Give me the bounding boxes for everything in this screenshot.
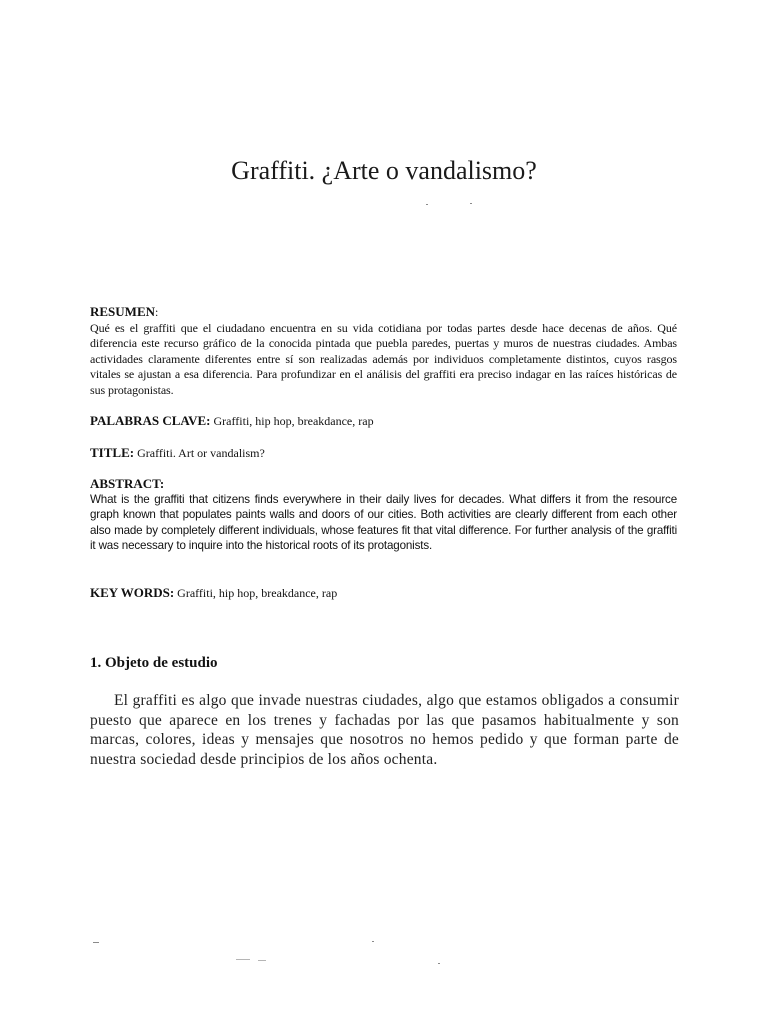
key-words-label: KEY WORDS:	[90, 585, 175, 600]
resumen-section	[90, 304, 677, 398]
scan-speck	[438, 963, 440, 964]
scan-speck	[258, 960, 266, 961]
section-paragraph: El graffiti es algo que invade nuestras ciudades, algo que estamos obligados a consumir puesto que aparece en los trenes y fachadas por las que pasamos habitualmente y son marcas, colores, ideas y mensajes que nosotros no hemos pedido y que forman parte de nuestra sociedad desde principios de los años ochenta.	[90, 692, 679, 768]
key-words-line	[90, 585, 677, 602]
paper-title: Graffiti. ¿Arte o vandalismo?	[231, 156, 537, 185]
resumen-colon: :	[155, 305, 159, 319]
scan-speck	[93, 942, 99, 943]
key-words-text: Graffiti, hip hop, breakdance, rap	[177, 586, 338, 600]
english-title-label: TITLE:	[90, 445, 135, 460]
resumen-text: Qué es el graffiti que el ciudadano encuentra en su vida cotidiana por todas partes desde hace decenas de años. Qué diferencia este recurso gráfico de la conocida pintada que puebla paredes, puertas y muros de nuestras ciudades. Ambas actividades claramente diferentes entre sí son realizadas además por individuos completamente distintos, cuyos rasgos vitales se ajustan a esa diferencia. Para profundizar en el análisis del graffiti era preciso indagar en las raíces históricas de sus protagonistas.	[90, 320, 677, 397]
palabras-clave-line	[90, 413, 677, 430]
abstract-section	[90, 476, 677, 554]
english-title-line	[90, 445, 677, 462]
scan-speck	[236, 959, 250, 960]
palabras-clave-label: PALABRAS CLAVE:	[90, 413, 211, 428]
abstract-text: What is the graffiti that citizens finds everywhere in their daily lives for decades. What differs it from the resource graph known that populates paints walls and doors of our cities. Both activities are clearly different from each other also made by completely different individuals, whose features fit that vital difference. For further analysis of the graffiti it was necessary to inquire into the historical roots of its protagonists.	[90, 492, 677, 552]
palabras-clave-text: Graffiti, hip hop, breakdance, rap	[213, 414, 374, 428]
resumen-heading	[90, 304, 677, 321]
scan-speck	[426, 204, 428, 205]
abstract-label: ABSTRACT:	[90, 476, 165, 491]
english-title-text: Graffiti. Art or vandalism?	[137, 446, 265, 460]
resumen-label: RESUMEN	[90, 304, 156, 319]
scan-speck	[470, 203, 472, 204]
scan-speck	[372, 941, 374, 942]
section-heading: 1. Objeto de estudio	[90, 655, 218, 671]
